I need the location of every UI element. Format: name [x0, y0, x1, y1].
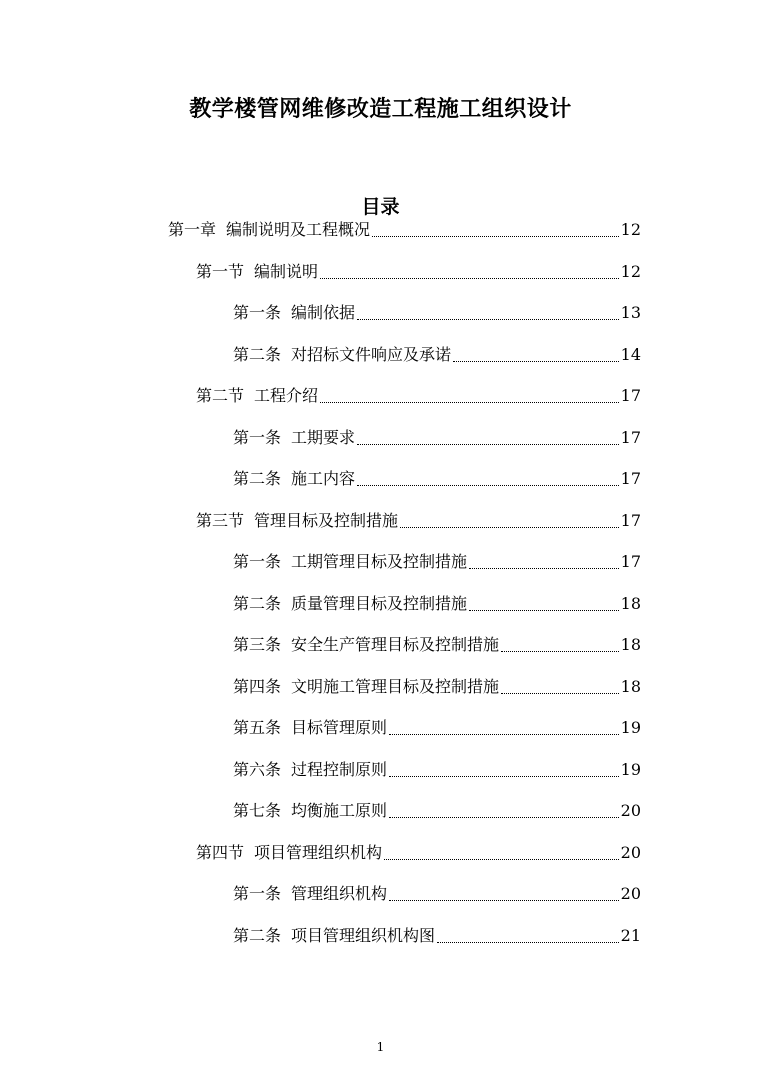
toc-dot-leader	[320, 402, 619, 403]
toc-list	[0, 215, 761, 955]
toc-entry-number: 第四节	[196, 842, 245, 862]
toc-entry[interactable]	[196, 259, 641, 285]
toc-entry-number: 第二条	[233, 344, 282, 364]
toc-entry-title: 编制说明及工程概况	[226, 220, 371, 239]
toc-entry-page: 17	[620, 510, 641, 530]
toc-entry-page: 12	[620, 261, 641, 281]
toc-entry[interactable]	[233, 425, 641, 451]
toc-entry-page: 17	[620, 427, 641, 447]
toc-dot-leader	[469, 568, 619, 569]
toc-entry-number: 第一节	[196, 261, 245, 281]
document-title: 教学楼管网维修改造工程施工组织设计	[189, 97, 572, 122]
toc-entry-number: 第五条	[233, 718, 282, 737]
toc-entry-title: 质量管理目标及控制措施	[291, 593, 468, 613]
toc-entry[interactable]	[233, 591, 641, 617]
toc-dot-leader	[437, 942, 619, 943]
toc-entry-page: 20	[620, 801, 641, 820]
toc-entry-title: 工期要求	[291, 427, 356, 447]
toc-entry[interactable]	[196, 383, 641, 409]
toc-entry-title: 管理组织机构	[291, 884, 388, 903]
toc-entry-title: 过程控制原则	[291, 759, 388, 779]
toc-dot-leader	[357, 319, 619, 320]
toc-entry-number: 第三条	[233, 635, 282, 654]
toc-entry-number: 第四条	[233, 676, 282, 696]
toc-entry-number: 第一条	[233, 427, 282, 447]
toc-entry-title: 施工内容	[291, 469, 356, 488]
toc-entry-title: 目标管理原则	[291, 718, 388, 737]
toc-entry-number: 第二条	[233, 925, 282, 945]
toc-entry-number: 第二条	[233, 593, 282, 613]
toc-dot-leader	[357, 444, 619, 445]
toc-dot-leader	[501, 693, 619, 694]
toc-entry[interactable]	[196, 840, 641, 866]
toc-entry-page: 17	[620, 386, 641, 405]
toc-heading: 目录	[361, 196, 400, 218]
toc-entry-page: 18	[620, 593, 641, 613]
toc-dot-leader	[501, 651, 619, 652]
toc-entry-title: 安全生产管理目标及控制措施	[291, 635, 500, 654]
toc-entry[interactable]	[233, 923, 641, 949]
toc-entry-page: 19	[620, 759, 641, 779]
toc-entry-title: 均衡施工原则	[291, 801, 388, 820]
toc-dot-leader	[400, 527, 619, 528]
toc-entry[interactable]	[196, 508, 641, 534]
toc-entry-number: 第二条	[233, 469, 282, 488]
toc-entry-page: 21	[620, 925, 641, 945]
toc-dot-leader	[453, 361, 619, 362]
toc-entry-page: 17	[620, 469, 641, 488]
toc-entry-number: 第七条	[233, 801, 282, 820]
toc-entry[interactable]	[233, 798, 641, 824]
toc-entry-title: 对招标文件响应及承诺	[291, 344, 452, 364]
toc-entry-page: 14	[620, 344, 641, 364]
toc-entry-title: 管理目标及控制措施	[254, 510, 399, 530]
toc-entry[interactable]	[233, 715, 641, 741]
toc-entry[interactable]	[233, 881, 641, 907]
toc-entry-number: 第一条	[233, 303, 282, 322]
page-number: 1	[376, 1040, 385, 1054]
toc-entry[interactable]	[233, 549, 641, 575]
toc-entry[interactable]	[233, 342, 641, 368]
toc-entry-page: 18	[620, 676, 641, 696]
toc-entry-title: 文明施工管理目标及控制措施	[291, 676, 500, 696]
toc-entry-page: 18	[620, 635, 641, 654]
toc-dot-leader	[372, 236, 619, 237]
toc-entry-number: 第三节	[196, 510, 245, 530]
toc-entry-title: 项目管理组织机构图	[291, 925, 436, 945]
toc-entry-page: 20	[620, 842, 641, 862]
toc-entry-title: 工程介绍	[254, 386, 319, 405]
toc-entry-number: 第二节	[196, 386, 245, 405]
toc-dot-leader	[384, 859, 619, 860]
toc-dot-leader	[389, 776, 619, 777]
toc-dot-leader	[389, 734, 619, 735]
toc-entry[interactable]	[233, 300, 641, 326]
toc-entry-page: 12	[620, 220, 641, 239]
toc-entry[interactable]	[233, 466, 641, 492]
toc-entry[interactable]	[233, 757, 641, 783]
toc-entry-title: 编制说明	[254, 261, 319, 281]
toc-entry-page: 17	[620, 552, 641, 571]
toc-dot-leader	[357, 485, 619, 486]
toc-entry[interactable]	[168, 217, 641, 243]
toc-entry-number: 第一条	[233, 552, 282, 571]
toc-dot-leader	[320, 278, 619, 279]
toc-entry-page: 20	[620, 884, 641, 903]
toc-entry-number: 第一条	[233, 884, 282, 903]
toc-dot-leader	[389, 817, 619, 818]
toc-entry-number: 第六条	[233, 759, 282, 779]
toc-entry-page: 19	[620, 718, 641, 737]
toc-entry[interactable]	[233, 632, 641, 658]
toc-entry-page: 13	[620, 303, 641, 322]
toc-entry-title: 编制依据	[291, 303, 356, 322]
toc-dot-leader	[469, 610, 619, 611]
toc-dot-leader	[389, 900, 619, 901]
toc-entry-number: 第一章	[168, 220, 217, 239]
toc-entry-title: 工期管理目标及控制措施	[291, 552, 468, 571]
toc-entry[interactable]	[233, 674, 641, 700]
toc-entry-title: 项目管理组织机构	[254, 842, 383, 862]
